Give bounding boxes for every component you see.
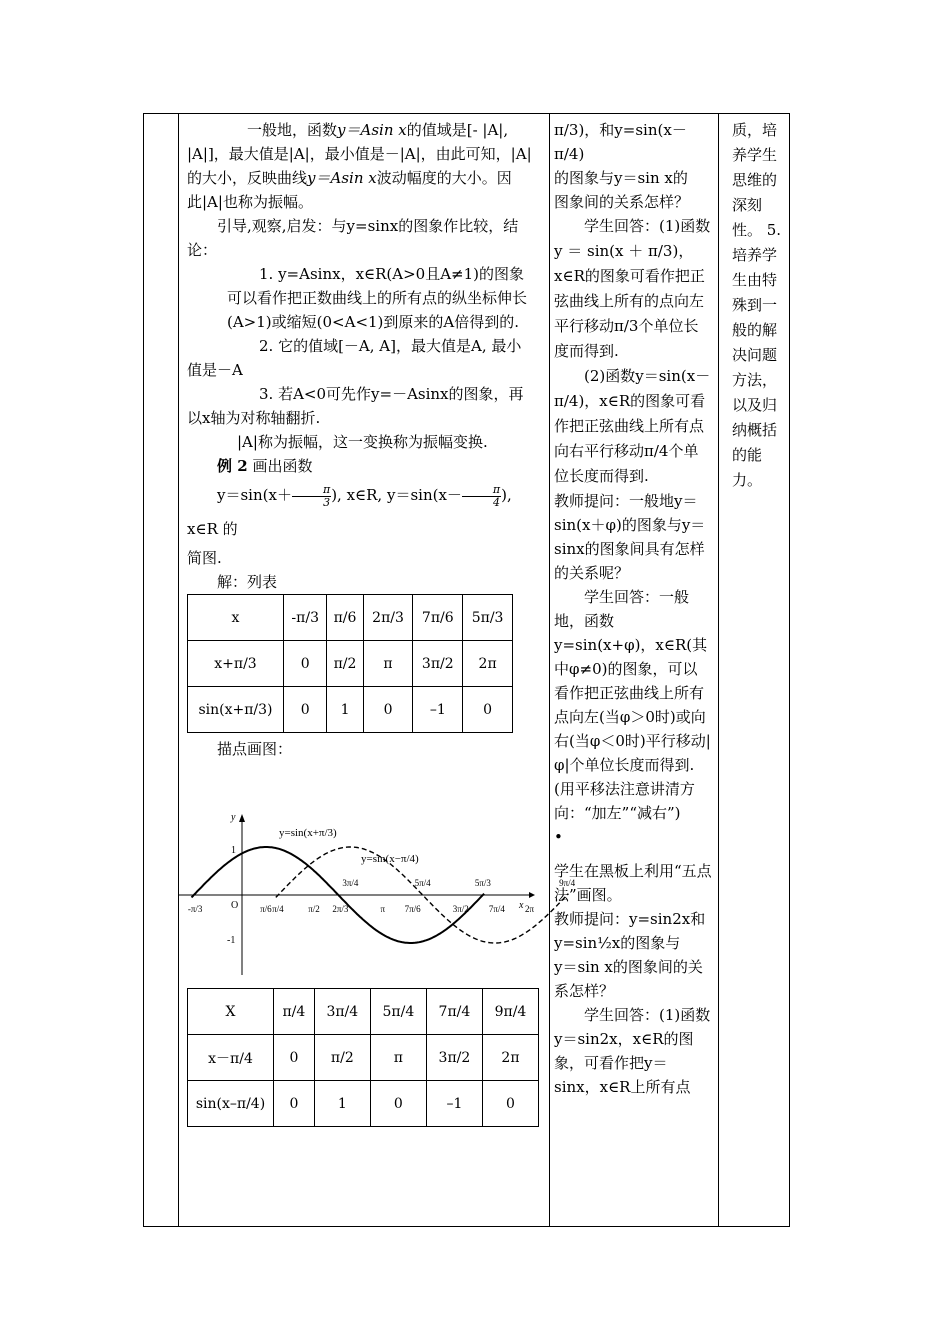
- table-cell: 5π/3: [463, 595, 513, 641]
- value-table-2: [187, 988, 539, 1127]
- table-header: x+π/3: [188, 641, 284, 687]
- conclusion-2: 2. 它的值域[－A, A]，最大值是A, 最小值是－A: [187, 337, 522, 379]
- table-cell: 9π/4: [482, 989, 538, 1035]
- y-tick-neg1: -1: [227, 935, 236, 946]
- solution-label: 解：列表: [217, 573, 278, 591]
- x-tick-label: π/6: [260, 904, 272, 914]
- sine-graph: [179, 800, 576, 980]
- table-cell: π: [363, 641, 413, 687]
- value-table-1: [187, 594, 513, 733]
- x-tick-label: 7π/4: [488, 904, 505, 914]
- question-1c: 图象间的关系怎样？: [554, 193, 690, 211]
- conclusion-4: |A|称为振幅，这一变换称为振幅变换.: [237, 433, 488, 451]
- question-2: 教师提问：一般地y＝sin(x＋φ)的图象与y＝sinx的图象间具有怎样的关系呢？: [554, 492, 706, 582]
- table-cell: 0: [363, 687, 413, 733]
- x-tick-label: 5π/4: [414, 878, 431, 888]
- plot-label: 描点画图：: [217, 740, 293, 758]
- table-cell: –1: [413, 687, 463, 733]
- table-cell: 2π: [482, 1035, 538, 1081]
- table-cell: π: [370, 1035, 426, 1081]
- example-end: 简图.: [187, 549, 222, 567]
- table-cell: π/6: [327, 595, 363, 641]
- question-3: 教师提问：y=sin2x和y=sin½x的图象与: [554, 910, 706, 952]
- answer-3: 学生回答：一般地，函数y=sin(x+φ)，x∈R(其中φ≠0)的图象，可以看作把正弦曲线上所有点向左(当φ＞0时)或向右(当φ＜0时)平行移动|φ|个单位长度而得到.(用平移法注意讲清方向：“加左”“减右”): [554, 588, 711, 822]
- table-cell: –1: [426, 1081, 482, 1127]
- table-cell: 0: [274, 1035, 315, 1081]
- table-cell: 7π/6: [413, 595, 463, 641]
- objectives-column: [726, 114, 790, 1226]
- example-functions: y＝sin(x＋ $\frac{\pi}{3}$ ), x∈R, y＝sin(x－ $\frac{\pi}{4}$ ), x∈R 的: [187, 482, 512, 538]
- table-cell: 2π: [463, 641, 513, 687]
- table-cell: 0: [274, 1081, 315, 1127]
- content-column: [179, 114, 576, 1226]
- answer-4: 学生回答：(1)函数y＝sin2x，x∈R的图象，可看作把y＝sinx，x∈R上所有点: [554, 1006, 711, 1096]
- table-header: sin(x–π/4): [188, 1081, 274, 1127]
- table-header: x: [188, 595, 284, 641]
- table-cell: 0: [463, 687, 513, 733]
- table-cell: 3π/2: [426, 1035, 482, 1081]
- x-tick-label: 2π/3: [332, 904, 349, 914]
- conclusion-3: 3. 若A<0可先作y=－Asinx的图象，再以x轴为对称轴翻折.: [187, 385, 524, 427]
- table-cell: 0: [284, 687, 327, 733]
- table-cell: 0: [284, 641, 327, 687]
- example-heading: 例 2 画出函数: [217, 457, 313, 475]
- objectives-text: 质，培养学生思维的深刻性。 5.培养学生由特殊到一般的解决问题方法，以及归纳概括的能力。: [732, 121, 782, 489]
- x-tick-label: π/2: [308, 904, 320, 914]
- x-tick-label: π: [380, 904, 386, 914]
- curve2-label: y=sin(x−π/4): [361, 853, 419, 865]
- lesson-table: [143, 113, 790, 1227]
- table-cell: 1: [327, 687, 363, 733]
- answer-1: 学生回答：(1)函数 y ＝ sin(x ＋ π/3)，x∈R的图象可看作把正弦曲线上所有的点向左平行移动π/3个单位长度而得到.: [554, 217, 711, 360]
- table-cell: -π/3: [284, 595, 327, 641]
- table-header: X: [188, 989, 274, 1035]
- x-axis-label: x: [519, 900, 524, 911]
- x-tick-label: 7π/6: [404, 904, 421, 914]
- x-tick-label: 3π/2: [452, 904, 469, 914]
- question-1a: π/3)，和y=sin(x－π/4): [554, 121, 687, 163]
- table-cell: π/2: [327, 641, 363, 687]
- x-tick-label: 2π: [525, 904, 535, 914]
- table-cell: π/4: [274, 989, 315, 1035]
- question-3b: y＝sin x的图象间的关系怎样？: [554, 958, 703, 1000]
- bullet: •: [554, 828, 563, 846]
- x-tick-label: -π/3: [187, 904, 203, 914]
- x-tick-label: 3π/4: [342, 878, 359, 888]
- x-tick-label: 9π/4: [559, 878, 576, 888]
- question-1b: 的图象与y＝sin x的: [554, 169, 688, 187]
- y-axis-label: y: [231, 812, 236, 823]
- intro-paragraph: 一般地，函数y＝Asin x的值域是[- |A|, |A|]，最大值是|A|，最小值是－|A|，由此可知，|A|的大小，反映曲线y＝Asin x波动幅度的大小。因此|A|也称为振幅。: [187, 121, 532, 211]
- table-cell: 1: [314, 1081, 370, 1127]
- table-cell: 7π/4: [426, 989, 482, 1035]
- board-note: 学生在黑板上利用“五点法”画图。: [554, 862, 712, 904]
- answer-2: (2)函数y＝sin(x－π/4)，x∈R的图象可看作把正弦曲线上所有点向右平行移动π/4个单位长度而得到.: [554, 367, 711, 485]
- table-cell: π/2: [314, 1035, 370, 1081]
- x-tick-label: 5π/3: [474, 878, 491, 888]
- origin-label: O: [231, 900, 239, 911]
- conclusion-1: 1. y=Asinx，x∈R(A>0且A≠1)的图象可以看作把正数曲线上的所有点的纵坐标伸长(A>1)或缩短(0<A<1)到原来的A倍得到的.: [227, 265, 528, 331]
- table-header: sin(x+π/3): [188, 687, 284, 733]
- table-cell: 0: [370, 1081, 426, 1127]
- curve1-label: y=sin(x+π/3): [279, 827, 337, 839]
- table-cell: 3π/2: [413, 641, 463, 687]
- table-cell: 0: [482, 1081, 538, 1127]
- dialogue-column: [549, 114, 716, 1226]
- table-cell: 3π/4: [314, 989, 370, 1035]
- y-tick-1: 1: [231, 845, 236, 856]
- table-cell: 2π/3: [363, 595, 413, 641]
- x-tick-label: π/4: [272, 904, 284, 914]
- guide-text: 引导,观察,启发：与y=sinx的图象作比较，结论：: [187, 217, 519, 259]
- table-cell: 5π/4: [370, 989, 426, 1035]
- table-header: x－π/4: [188, 1035, 274, 1081]
